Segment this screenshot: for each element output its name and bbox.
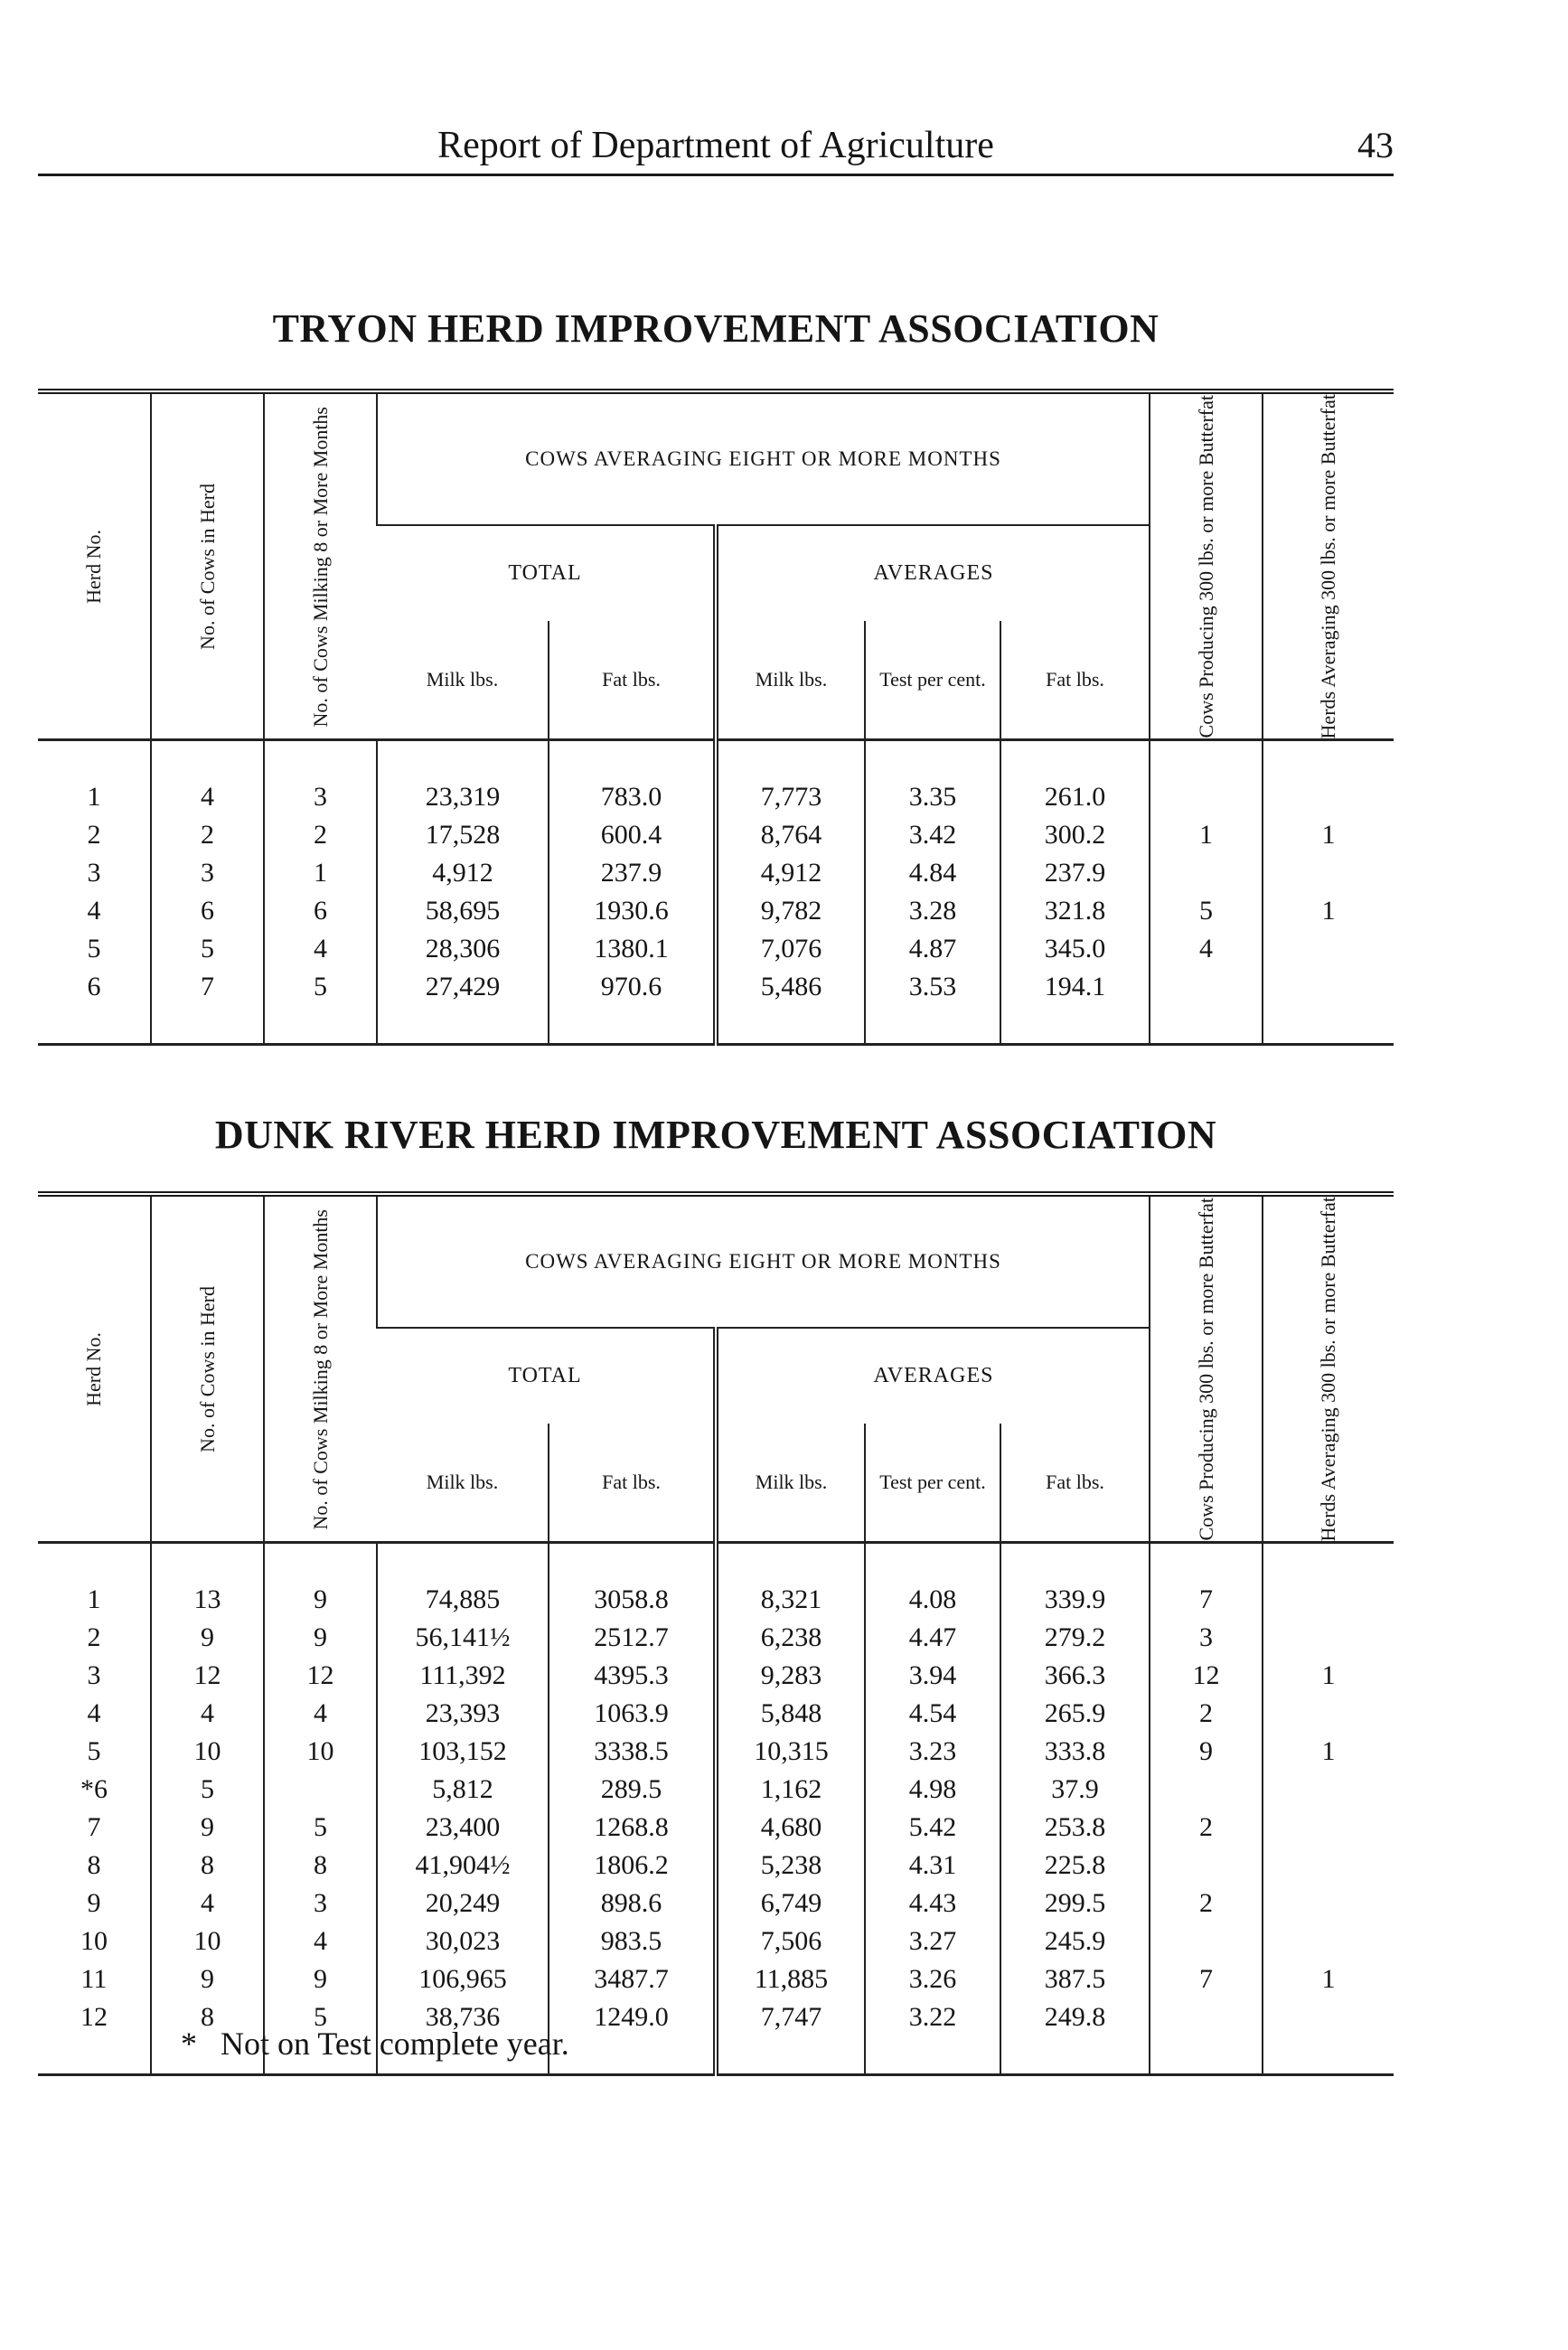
tryon-table: [38, 389, 1394, 1046]
total-milk-cell: 103,152: [377, 1733, 549, 1771]
avg-test-cell: 4.43: [865, 1885, 1000, 1922]
group-header: COWS AVERAGING EIGHT OR MORE MONTHS: [377, 391, 1150, 525]
herds-300-cell: [1263, 1847, 1394, 1885]
no-milking-cell: 9: [264, 1543, 377, 1620]
table-row: [38, 1847, 1394, 1885]
total-milk-cell: 38,736: [377, 1998, 549, 2075]
table-row: [38, 1922, 1394, 1960]
avg-test-cell: 4.47: [865, 1619, 1000, 1657]
herds-300-cell: [1263, 854, 1394, 892]
total-fat-cell: 4395.3: [549, 1657, 716, 1695]
col-cows-300: Cows Producing 300 lbs. or more Butterfat: [1150, 391, 1263, 740]
herds-300-cell: [1263, 1885, 1394, 1922]
total-milk-cell: 111,392: [377, 1657, 549, 1695]
avg-fat-cell: 333.8: [1000, 1733, 1150, 1771]
herd-no-cell: 10: [80, 1926, 108, 1957]
total-milk-cell: 56,141½: [377, 1619, 549, 1657]
herds-300-cell: [1263, 1809, 1394, 1847]
footnote-text: Not on Test complete year.: [221, 2026, 569, 2062]
herd-no-cell: *6: [80, 1774, 108, 1805]
avg-milk-cell: 5,486: [716, 968, 865, 1045]
avg-test-cell: 3.28: [865, 892, 1000, 930]
averages-header: AVERAGES: [716, 525, 1150, 621]
herds-300-cell: [1263, 1922, 1394, 1960]
cows-300-cell: 5: [1150, 892, 1263, 930]
avg-fat-cell: 261.0: [1000, 740, 1150, 817]
herd-no-cell: 2: [87, 820, 101, 851]
total-milk-cell: 23,393: [377, 1695, 549, 1733]
group-header: COWS AVERAGING EIGHT OR MORE MONTHS: [377, 1194, 1150, 1328]
cows-300-cell: 2: [1150, 1695, 1263, 1733]
total-milk-cell: 27,429: [377, 968, 549, 1045]
avg-fat-cell: 265.9: [1000, 1695, 1150, 1733]
table-row: [38, 1543, 1394, 1620]
no-cows-cell: 5: [151, 930, 264, 968]
avg-fat-cell: 245.9: [1000, 1922, 1150, 1960]
dunk-river-table: [38, 1191, 1394, 2076]
cows-300-cell: 7: [1150, 1960, 1263, 1998]
col-herd-no: Herd No.: [38, 1194, 151, 1543]
page-number: 43: [1357, 125, 1394, 165]
table-row: [38, 930, 1394, 968]
herd-no-cell: 2: [87, 1622, 101, 1653]
avg-test-cell: 3.53: [865, 968, 1000, 1045]
herd-no-cell: 7: [87, 1812, 101, 1843]
avg-test-cell: 3.27: [865, 1922, 1000, 1960]
table-row: [38, 968, 1394, 1045]
avg-fat-cell: 366.3: [1000, 1657, 1150, 1695]
col-avg-milk: Milk lbs.: [716, 1424, 865, 1543]
total-milk-cell: 74,885: [377, 1543, 549, 1620]
no-cows-cell: 3: [151, 854, 264, 892]
no-cows-cell: 8: [151, 1998, 264, 2075]
total-fat-cell: 983.5: [549, 1922, 716, 1960]
avg-test-cell: 4.54: [865, 1695, 1000, 1733]
no-cows-cell: 2: [151, 816, 264, 854]
cows-300-cell: 4: [1150, 930, 1263, 968]
total-fat-cell: 3058.8: [549, 1543, 716, 1620]
no-milking-cell: 5: [264, 968, 377, 1045]
no-milking-cell: 8: [264, 1847, 377, 1885]
no-cows-cell: 9: [151, 1809, 264, 1847]
total-header: TOTAL: [508, 1363, 582, 1387]
table-row: [38, 1809, 1394, 1847]
herd-no-cell: 11: [80, 1964, 108, 1995]
avg-fat-cell: 37.9: [1000, 1771, 1150, 1809]
table-row: [38, 1771, 1394, 1809]
total-fat-cell: 3338.5: [549, 1733, 716, 1771]
cows-300-cell: 12: [1150, 1657, 1263, 1695]
col-cows-300: Cows Producing 300 lbs. or more Butterfat: [1150, 1194, 1263, 1543]
total-fat-cell: 783.0: [549, 740, 716, 817]
herds-300-cell: [1263, 1771, 1394, 1809]
cows-300-cell: [1150, 740, 1263, 817]
total-milk-cell: 20,249: [377, 1885, 549, 1922]
cows-300-cell: [1150, 1998, 1263, 2075]
avg-milk-cell: 7,747: [716, 1998, 865, 2075]
avg-fat-cell: 339.9: [1000, 1543, 1150, 1620]
total-fat-cell: 898.6: [549, 1885, 716, 1922]
no-milking-cell: 10: [264, 1733, 377, 1771]
herd-no-cell: 3: [87, 1660, 101, 1691]
cows-300-cell: [1150, 1847, 1263, 1885]
avg-fat-cell: 299.5: [1000, 1885, 1150, 1922]
avg-test-cell: 3.42: [865, 816, 1000, 854]
herds-300-cell: [1263, 1695, 1394, 1733]
total-milk-cell: 30,023: [377, 1922, 549, 1960]
col-no-milking: No. of Cows Milking 8 or More Months: [264, 391, 377, 740]
cows-300-cell: 2: [1150, 1885, 1263, 1922]
avg-fat-cell: 194.1: [1000, 968, 1150, 1045]
avg-test-cell: 3.94: [865, 1657, 1000, 1695]
no-cows-cell: 12: [151, 1657, 264, 1695]
total-fat-cell: 2512.7: [549, 1619, 716, 1657]
col-avg-test: Test per cent.: [865, 1424, 1000, 1543]
no-cows-cell: 10: [151, 1733, 264, 1771]
no-cows-cell: 10: [151, 1922, 264, 1960]
avg-milk-cell: 4,680: [716, 1809, 865, 1847]
no-milking-cell: 4: [264, 930, 377, 968]
footnote: [181, 2025, 569, 2063]
total-fat-cell: 1268.8: [549, 1809, 716, 1847]
no-milking-cell: 2: [264, 816, 377, 854]
no-cows-cell: 9: [151, 1619, 264, 1657]
cows-300-cell: 3: [1150, 1619, 1263, 1657]
cows-300-cell: [1150, 1771, 1263, 1809]
total-milk-cell: 41,904½: [377, 1847, 549, 1885]
avg-test-cell: 3.35: [865, 740, 1000, 817]
no-milking-cell: 9: [264, 1960, 377, 1998]
avg-milk-cell: 5,848: [716, 1695, 865, 1733]
herd-no-cell: 3: [87, 858, 101, 888]
no-milking-cell: 4: [264, 1922, 377, 1960]
avg-test-cell: 3.26: [865, 1960, 1000, 1998]
no-milking-cell: 3: [264, 1885, 377, 1922]
col-herds-300: Herds Averaging 300 lbs. or more Butterfat: [1263, 1194, 1394, 1543]
col-total-milk: Milk lbs.: [426, 1471, 499, 1494]
avg-fat-cell: 237.9: [1000, 854, 1150, 892]
no-milking-cell: 1: [264, 854, 377, 892]
avg-test-cell: 5.42: [865, 1809, 1000, 1847]
avg-milk-cell: 5,238: [716, 1847, 865, 1885]
herds-300-cell: 1: [1263, 1657, 1394, 1695]
herds-300-cell: 1: [1263, 1733, 1394, 1771]
no-cows-cell: 4: [151, 1885, 264, 1922]
no-milking-cell: 5: [264, 1809, 377, 1847]
running-head: Report of Department of Agriculture: [437, 125, 994, 166]
herd-no-cell: 5: [87, 934, 101, 964]
herd-no-cell: 5: [87, 1736, 101, 1767]
total-milk-cell: 58,695: [377, 892, 549, 930]
col-total-milk: Milk lbs.: [426, 668, 499, 691]
avg-milk-cell: 8,321: [716, 1543, 865, 1620]
col-avg-fat: Fat lbs.: [1000, 1424, 1150, 1543]
table-row: [38, 892, 1394, 930]
no-milking-cell: 3: [264, 740, 377, 817]
herd-no-cell: 8: [87, 1850, 101, 1881]
col-total-fat: Fat lbs.: [549, 1424, 716, 1543]
no-cows-cell: 8: [151, 1847, 264, 1885]
table-row: [38, 1885, 1394, 1922]
avg-milk-cell: 9,283: [716, 1657, 865, 1695]
herd-no-cell: 4: [87, 896, 101, 926]
herd-no-cell: 1: [38, 1543, 151, 1620]
table-row: [38, 1657, 1394, 1695]
avg-test-cell: 4.31: [865, 1847, 1000, 1885]
no-milking-cell: 6: [264, 892, 377, 930]
avg-test-cell: 3.23: [865, 1733, 1000, 1771]
avg-milk-cell: 7,773: [716, 740, 865, 817]
table-row: [38, 1695, 1394, 1733]
page-header: [38, 119, 1394, 176]
avg-fat-cell: 279.2: [1000, 1619, 1150, 1657]
no-cows-cell: 13: [151, 1543, 264, 1620]
col-herds-300: Herds Averaging 300 lbs. or more Butterfat: [1263, 391, 1394, 740]
avg-fat-cell: 300.2: [1000, 816, 1150, 854]
col-total-fat: Fat lbs.: [549, 621, 716, 740]
footnote-mark: *: [181, 2026, 197, 2062]
avg-test-cell: 4.87: [865, 930, 1000, 968]
avg-milk-cell: 4,912: [716, 854, 865, 892]
total-fat-cell: 1063.9: [549, 1695, 716, 1733]
table-row: [38, 854, 1394, 892]
avg-fat-cell: 321.8: [1000, 892, 1150, 930]
no-milking-cell: [264, 1771, 377, 1809]
cows-300-cell: 7: [1150, 1543, 1263, 1620]
avg-milk-cell: 7,506: [716, 1922, 865, 1960]
dunk-river-title: DUNK RIVER HERD IMPROVEMENT ASSOCIATION: [214, 1113, 1217, 1157]
herd-no-cell: 1: [38, 740, 151, 817]
avg-milk-cell: 8,764: [716, 816, 865, 854]
total-milk-cell: 28,306: [377, 930, 549, 968]
total-milk-cell: 4,912: [377, 854, 549, 892]
herds-300-cell: [1263, 1998, 1394, 2075]
avg-fat-cell: 249.8: [1000, 1998, 1150, 2075]
col-herd-no: Herd No.: [38, 391, 151, 740]
tryon-title: TRYON HERD IMPROVEMENT ASSOCIATION: [272, 306, 1160, 351]
col-no-milking: No. of Cows Milking 8 or More Months: [264, 1194, 377, 1543]
no-milking-cell: 4: [264, 1695, 377, 1733]
avg-test-cell: 4.84: [865, 854, 1000, 892]
col-avg-milk: Milk lbs.: [716, 621, 865, 740]
total-fat-cell: 970.6: [549, 968, 716, 1045]
avg-milk-cell: 11,885: [716, 1960, 865, 1998]
herds-300-cell: [1263, 930, 1394, 968]
total-fat-cell: 1930.6: [549, 892, 716, 930]
avg-test-cell: 3.22: [865, 1998, 1000, 2075]
avg-milk-cell: 9,782: [716, 892, 865, 930]
avg-milk-cell: 1,162: [716, 1771, 865, 1809]
averages-header: AVERAGES: [716, 1328, 1150, 1424]
no-cows-cell: 7: [151, 968, 264, 1045]
herd-no-cell: 9: [87, 1888, 101, 1919]
col-avg-fat: Fat lbs.: [1000, 621, 1150, 740]
herd-no-cell: 12: [38, 1998, 151, 2075]
table-row: [38, 1619, 1394, 1657]
table-row: [38, 1960, 1394, 1998]
no-cows-cell: 4: [151, 1695, 264, 1733]
herds-300-cell: [1263, 1543, 1394, 1620]
col-avg-test: Test per cent.: [865, 621, 1000, 740]
herds-300-cell: [1263, 968, 1394, 1045]
cows-300-cell: [1150, 968, 1263, 1045]
total-fat-cell: 1380.1: [549, 930, 716, 968]
total-fat-cell: 1806.2: [549, 1847, 716, 1885]
herds-300-cell: 1: [1263, 1960, 1394, 1998]
total-milk-cell: 23,400: [377, 1809, 549, 1847]
avg-milk-cell: 6,238: [716, 1619, 865, 1657]
no-milking-cell: 12: [264, 1657, 377, 1695]
total-fat-cell: 1249.0: [549, 1998, 716, 2075]
total-milk-cell: 5,812: [377, 1771, 549, 1809]
avg-milk-cell: 7,076: [716, 930, 865, 968]
cows-300-cell: [1150, 1922, 1263, 1960]
total-fat-cell: 289.5: [549, 1771, 716, 1809]
no-milking-cell: 9: [264, 1619, 377, 1657]
avg-milk-cell: 6,749: [716, 1885, 865, 1922]
no-cows-cell: 9: [151, 1960, 264, 1998]
total-header: TOTAL: [508, 560, 582, 585]
avg-fat-cell: 225.8: [1000, 1847, 1150, 1885]
total-fat-cell: 600.4: [549, 816, 716, 854]
cows-300-cell: 9: [1150, 1733, 1263, 1771]
table-row: [38, 816, 1394, 854]
avg-test-cell: 4.98: [865, 1771, 1000, 1809]
table-row: [38, 1733, 1394, 1771]
herd-no-cell: 6: [38, 968, 151, 1045]
total-milk-cell: 106,965: [377, 1960, 549, 1998]
col-no-cows: No. of Cows in Herd: [151, 1194, 264, 1543]
total-milk-cell: 17,528: [377, 816, 549, 854]
herd-no-cell: 4: [87, 1698, 101, 1729]
herds-300-cell: 1: [1263, 892, 1394, 930]
herds-300-cell: 1: [1263, 816, 1394, 854]
herds-300-cell: [1263, 740, 1394, 817]
col-no-cows: No. of Cows in Herd: [151, 391, 264, 740]
avg-test-cell: 4.08: [865, 1543, 1000, 1620]
table-row: [38, 740, 1394, 817]
no-cows-cell: 4: [151, 740, 264, 817]
cows-300-cell: 1: [1150, 816, 1263, 854]
avg-fat-cell: 345.0: [1000, 930, 1150, 968]
no-cows-cell: 6: [151, 892, 264, 930]
total-milk-cell: 23,319: [377, 740, 549, 817]
cows-300-cell: 2: [1150, 1809, 1263, 1847]
total-fat-cell: 237.9: [549, 854, 716, 892]
herds-300-cell: [1263, 1619, 1394, 1657]
total-fat-cell: 3487.7: [549, 1960, 716, 1998]
avg-milk-cell: 10,315: [716, 1733, 865, 1771]
no-cows-cell: 5: [151, 1771, 264, 1809]
avg-fat-cell: 387.5: [1000, 1960, 1150, 1998]
avg-fat-cell: 253.8: [1000, 1809, 1150, 1847]
cows-300-cell: [1150, 854, 1263, 892]
no-milking-cell: 5: [264, 1998, 377, 2075]
